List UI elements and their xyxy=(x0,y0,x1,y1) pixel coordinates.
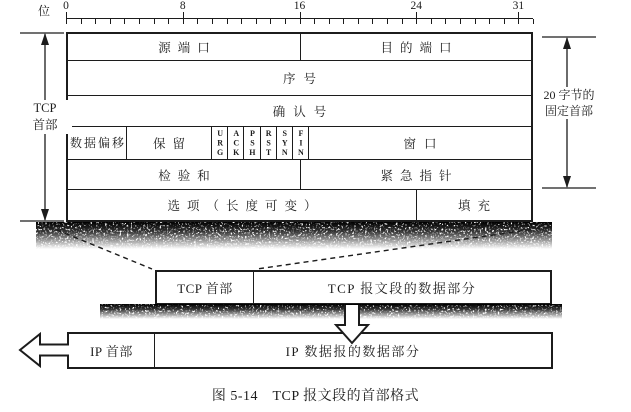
ruler-tick xyxy=(212,19,213,24)
ip-datagram-header-cell: IP 首部 xyxy=(69,334,155,367)
bit-ruler xyxy=(63,0,533,30)
flag-syn: SYN xyxy=(277,127,293,159)
left-bracket-arrow-down-icon xyxy=(41,209,49,221)
ruler-tick xyxy=(95,19,96,24)
right-bracket-arrow-up-icon xyxy=(563,37,571,49)
left-block-arrow-icon xyxy=(20,334,69,366)
ruler-label-24: 24 xyxy=(410,0,422,12)
ruler-tick xyxy=(124,19,125,24)
flag-ack: ACK xyxy=(228,127,244,159)
field-source-port: 源端口 xyxy=(68,34,301,60)
ruler-label-16: 16 xyxy=(293,0,306,12)
right-bracket-arrow-down-icon xyxy=(563,176,571,188)
ruler-tick xyxy=(139,19,140,24)
flag-urg: URG xyxy=(212,127,228,159)
field-checksum: 检验和 xyxy=(68,160,301,189)
ruler-major-tick xyxy=(66,12,67,19)
table-shadow xyxy=(36,222,552,249)
dashed-zoom-line-right xyxy=(257,227,549,269)
ip-datagram-box xyxy=(67,332,553,369)
field-padding: 填充 xyxy=(457,199,497,213)
flag-psh: PSH xyxy=(244,127,260,159)
bit-unit-label: 位 xyxy=(38,4,51,18)
ruler-tick xyxy=(431,19,432,24)
ruler-tick xyxy=(445,19,446,24)
tcp-header-bracket-line2: 首部 xyxy=(32,117,58,132)
ruler-tick xyxy=(168,19,169,24)
ip-datagram-data-cell: IP 数据报的数据部分 xyxy=(285,344,421,359)
ruler-tick xyxy=(314,19,315,24)
tcp-header-bracket-line1: TCP xyxy=(33,101,57,115)
ruler-label-0: 0 xyxy=(63,0,69,12)
row-ack xyxy=(68,96,531,127)
tcp-segment-data-cell: TCP 报文段的数据部分 xyxy=(327,281,477,296)
ruler-tick xyxy=(372,19,373,24)
ruler-tick xyxy=(154,19,155,24)
tcp-box-shadow xyxy=(100,304,562,319)
ruler-label-8: 8 xyxy=(179,0,186,12)
ruler-tick xyxy=(81,19,82,24)
ruler-tick xyxy=(300,19,301,24)
row-options xyxy=(68,190,531,220)
row-seq xyxy=(68,61,531,96)
field-window: 窗口 xyxy=(403,137,445,151)
figure-caption: 图 5-14 TCP 报文段的首部格式 xyxy=(211,389,420,404)
field-ack-no: 确认号 xyxy=(272,105,335,119)
ruler-major-tick xyxy=(300,12,301,19)
tcp-header-bracket-label xyxy=(18,100,72,134)
ruler-tick xyxy=(416,19,417,24)
ruler-tick xyxy=(110,19,111,24)
ruler-tick xyxy=(460,19,461,24)
ruler-tick xyxy=(533,19,534,24)
fixed-header-bracket-line2: 固定首部 xyxy=(544,104,593,119)
ruler-tick xyxy=(241,19,242,24)
ruler-tick xyxy=(387,19,388,24)
ruler-tick xyxy=(343,19,344,24)
ruler-tick xyxy=(197,19,198,24)
ruler-tick xyxy=(358,19,359,24)
tcp-segment-header-cell: TCP 首部 xyxy=(157,272,254,303)
ruler-major-tick xyxy=(416,12,417,19)
ruler-tick xyxy=(475,19,476,24)
field-urgent-pointer: 紧急指针 xyxy=(380,168,459,183)
field-reserved: 保留 xyxy=(127,127,212,159)
dashed-zoom-line-left xyxy=(40,223,152,269)
fixed-header-bracket-line1: 20 字节的 xyxy=(543,88,595,102)
ruler-tick xyxy=(66,19,67,24)
field-options: 选项（长度可变） xyxy=(68,190,417,220)
ruler-tick xyxy=(285,19,286,24)
ruler-tick xyxy=(256,19,257,24)
ruler-tick xyxy=(504,19,505,24)
left-bracket-arrow-up-icon xyxy=(41,33,49,45)
field-data-offset: 数据偏移 xyxy=(68,127,127,159)
fixed-header-bracket-label xyxy=(537,87,601,119)
row-ports xyxy=(68,34,531,61)
flag-rst: RST xyxy=(261,127,277,159)
ruler-tick xyxy=(402,19,403,24)
ruler-label-31: 31 xyxy=(512,0,525,12)
flag-fin: FIN xyxy=(296,128,306,158)
tcp-header-table xyxy=(66,32,533,222)
field-flag-bits xyxy=(212,127,309,159)
ruler-tick xyxy=(489,19,490,24)
ruler-tick xyxy=(518,19,519,24)
ruler-major-tick xyxy=(183,12,184,19)
ruler-tick xyxy=(329,19,330,24)
tcp-segment-box xyxy=(155,270,552,305)
row-flags xyxy=(68,127,531,160)
field-dest-port: 目的端口 xyxy=(380,41,459,55)
ruler-tick xyxy=(270,19,271,24)
ruler-tick xyxy=(183,19,184,24)
field-seq-no: 序号 xyxy=(282,72,324,86)
ruler-major-tick xyxy=(518,12,519,19)
row-checksum xyxy=(68,160,531,190)
ruler-tick xyxy=(227,19,228,24)
